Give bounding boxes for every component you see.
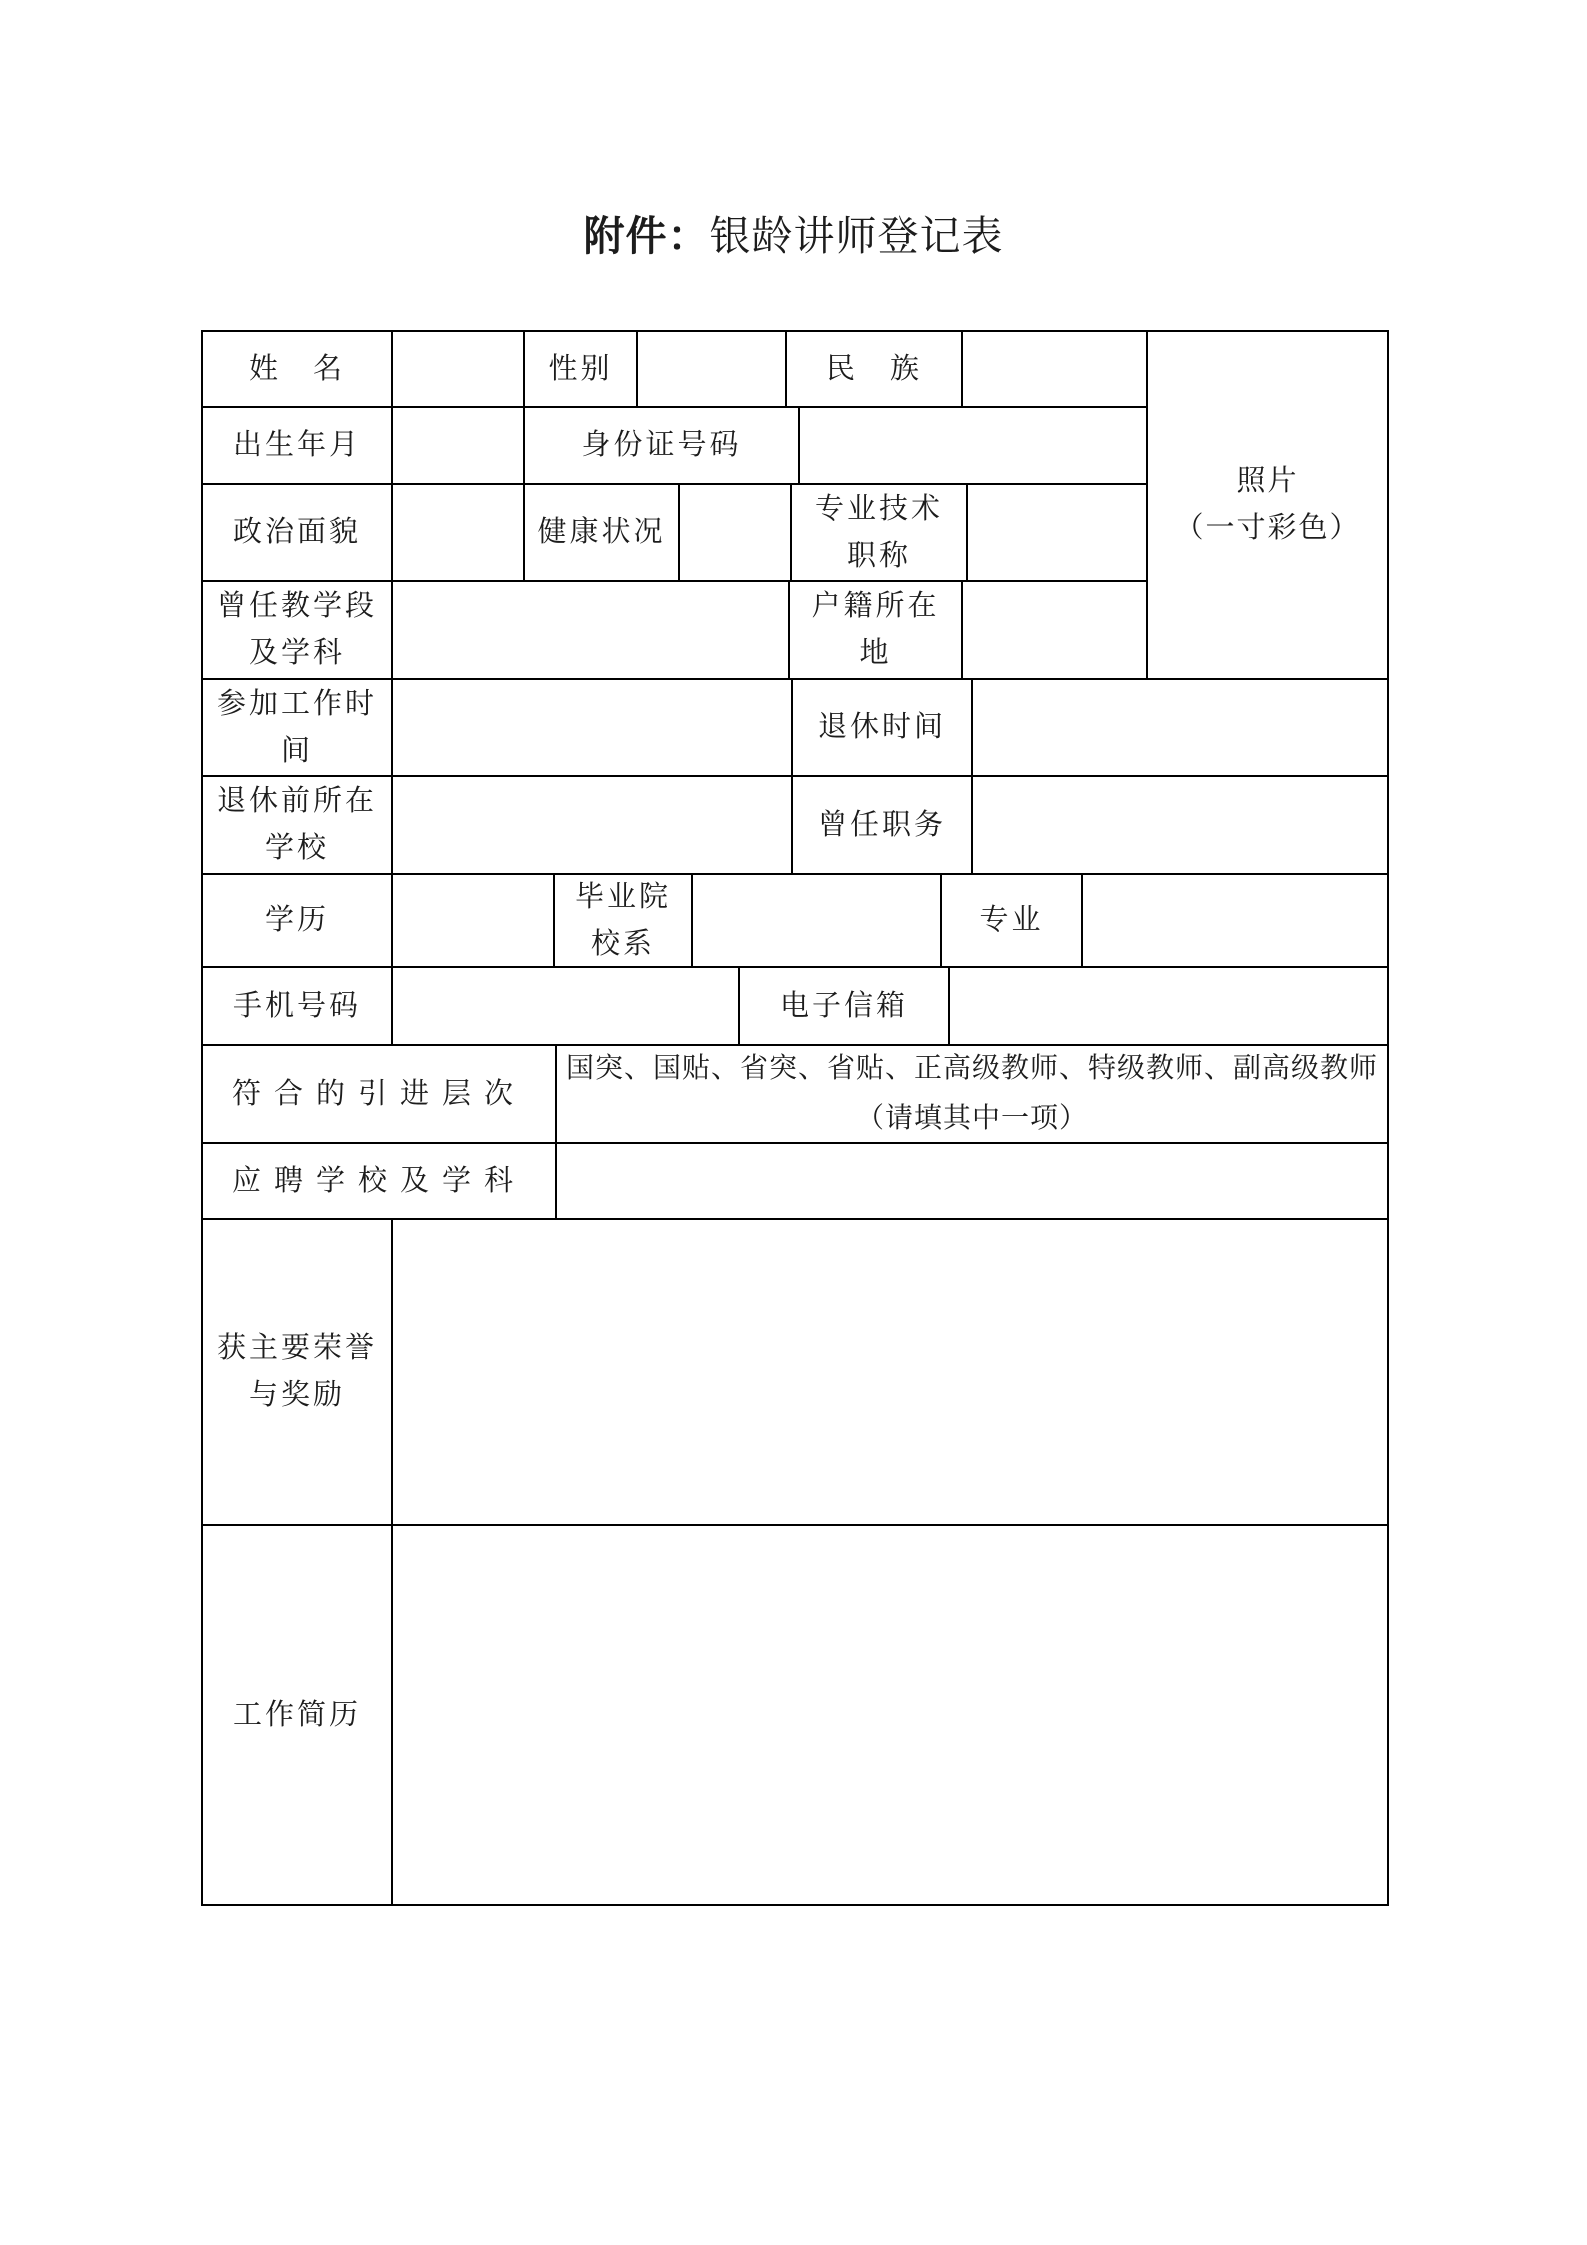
table-row-political [203,485,1146,582]
table-row-education [203,875,1387,968]
table-row-name [203,332,1146,408]
former-position-value-cell [973,777,1387,875]
political-status-value-cell [393,485,525,582]
title-text: 银龄讲师登记表 [709,213,1004,259]
ethnicity-label-cell: 民 族 [787,332,963,408]
professional-title-label-cell [792,485,968,582]
photo-label-line2: （一寸彩色） [1174,512,1361,544]
import-level-options-line1: 国突、国贴、省突、省贴、正高级教师、特级教师、副高级教师 [565,1053,1378,1085]
taught-stage-label-cell [203,582,393,680]
professional-title-value-cell [968,485,1146,582]
health-label-cell: 健康状况 [525,485,680,582]
photo-cell [1146,332,1387,680]
graduate-college-label-cell [555,875,693,968]
professional-title-label-line1: 专业技术 [814,492,943,525]
import-level-options-line2: （请填其中一项） [855,1103,1088,1134]
pre-retire-school-label-line2: 学校 [264,832,329,864]
professional-title-label-line2: 职称 [846,539,911,572]
table-row-resume [203,1526,1387,1904]
residence-label-cell [790,582,963,680]
phone-value-cell [393,968,740,1046]
table-row-apply [203,1144,1387,1220]
former-position-label-cell: 曾任职务 [793,777,973,875]
taught-stage-value-cell [393,582,790,680]
id-number-value-cell [800,408,1146,485]
registration-table [201,330,1389,1906]
graduate-college-label-line2: 校系 [590,927,655,960]
retire-time-label-cell: 退休时间 [793,680,973,777]
name-value-cell [393,332,525,408]
major-value-cell [1083,875,1387,968]
work-start-label-line1: 参加工作时 [216,687,377,720]
pre-retire-school-label-cell [203,777,393,875]
pre-retire-school-label-line1: 退休前所在 [216,785,377,818]
resume-value-cell [393,1526,1387,1904]
retire-time-value-cell [973,680,1387,777]
pre-retire-school-value-cell [393,777,793,875]
political-status-label-cell: 政治面貌 [203,485,393,582]
table-row-honors [203,1220,1387,1526]
honors-label-line1: 获主要荣誉 [216,1332,377,1365]
health-value-cell [680,485,792,582]
name-label-cell: 姓 名 [203,332,393,408]
birth-label-cell: 出生年月 [203,408,393,485]
gender-label-cell: 性别 [525,332,638,408]
birth-value-cell [393,408,525,485]
import-level-options-cell [557,1046,1387,1144]
apply-school-value-cell [557,1144,1387,1220]
work-start-label-line2: 间 [280,734,313,767]
work-start-label-cell [203,680,393,777]
resume-label-cell: 工作简历 [203,1526,393,1904]
table-row-taught-stage [203,582,1146,680]
email-value-cell [950,968,1387,1046]
major-label-cell: 专业 [942,875,1083,968]
honors-label-line2: 与奖励 [248,1379,345,1411]
residence-value-cell [963,582,1146,680]
taught-stage-label-line2: 及学科 [248,637,345,669]
page-title [0,212,1587,261]
import-level-label-cell: 符合的引进层次 [203,1046,557,1144]
apply-school-label-cell: 应聘学校及学科 [203,1144,557,1220]
taught-stage-label-line1: 曾任教学段 [216,590,377,623]
education-value-cell [393,875,555,968]
phone-label-cell: 手机号码 [203,968,393,1046]
gender-value-cell [638,332,787,408]
email-label-cell: 电子信箱 [740,968,950,1046]
table-row-import-level [203,1046,1387,1144]
residence-label-line1: 户籍所在 [811,590,940,623]
id-number-label-cell: 身份证号码 [525,408,800,485]
photo-label-line1: 照片 [1236,465,1299,498]
graduate-college-label-line1: 毕业院 [574,880,671,913]
table-row-phone [203,968,1387,1046]
residence-label-line2: 地 [859,637,892,669]
work-start-value-cell [393,680,793,777]
title-prefix: 附件： [583,213,710,259]
ethnicity-value-cell [963,332,1146,408]
education-label-cell: 学历 [203,875,393,968]
honors-value-cell [393,1220,1387,1526]
honors-label-cell [203,1220,393,1526]
graduate-college-value-cell [693,875,942,968]
table-row-birth [203,408,1146,485]
table-row-school [203,777,1387,875]
table-row-work-start [203,680,1387,777]
